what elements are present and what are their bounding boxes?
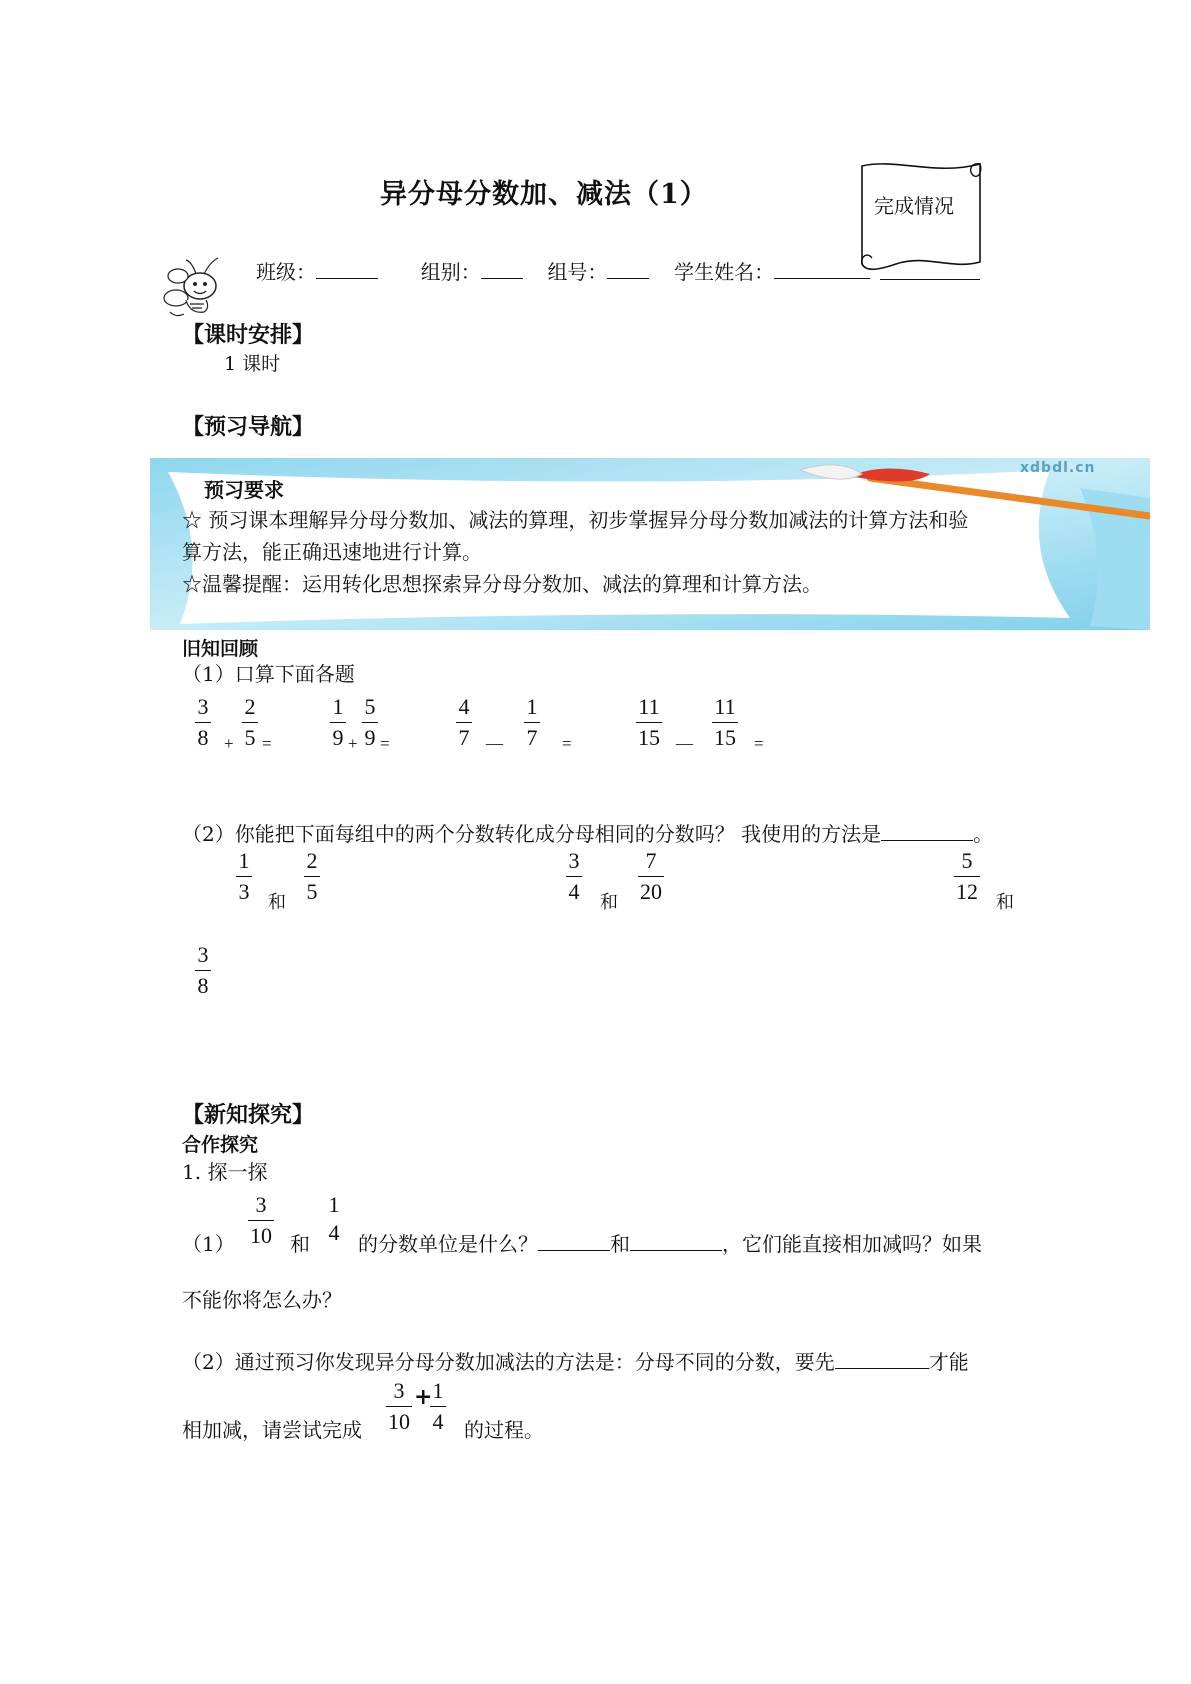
plus-sign: + xyxy=(348,734,358,753)
explore-item-1: 1. 探一探 xyxy=(182,1160,268,1184)
fraction: 11 15 xyxy=(638,694,660,750)
and-word: 和 xyxy=(600,892,618,913)
group-blank[interactable] xyxy=(481,260,523,279)
bee-mascot-icon xyxy=(160,252,240,324)
completion-status-label: 完成情况 xyxy=(874,194,954,218)
fraction: 1 3 xyxy=(236,848,252,905)
fraction: 7 20 xyxy=(640,848,662,904)
part-2-line-2-prefix: 相加减，请尝试完成 xyxy=(182,1418,362,1442)
fraction: 1 4 xyxy=(328,1192,340,1245)
fraction: 1 7 xyxy=(524,694,540,751)
unit-blank-2[interactable] xyxy=(630,1230,722,1251)
student-name-blank[interactable] xyxy=(774,260,870,279)
unit-blank-1[interactable] xyxy=(538,1230,610,1251)
part-2-line-1 xyxy=(182,1346,969,1378)
class-blank[interactable] xyxy=(316,260,378,279)
fraction: 3 8 xyxy=(195,694,211,751)
question-2-text: （2）你能把下面每组中的两个分数转化成分母相同的分数吗？ 我使用的方法是 xyxy=(182,822,882,846)
page-title: 异分母分数加、减法（1） xyxy=(380,179,708,210)
part-1-prefix: （1） xyxy=(182,1232,235,1256)
method-step-blank[interactable] xyxy=(835,1348,929,1369)
review-heading: 旧知回顾 xyxy=(182,638,259,660)
completion-status-blank[interactable] xyxy=(880,279,980,280)
scroll-frame-icon xyxy=(856,160,987,281)
equals-sign: = xyxy=(562,734,572,753)
part-2-line-2-suffix: 的过程。 xyxy=(464,1418,544,1442)
fraction: 2 5 xyxy=(242,694,258,751)
fraction: 5 12 xyxy=(956,848,978,904)
fraction: 3 10 xyxy=(388,1378,410,1434)
watermark: xdbdl.cn xyxy=(1020,460,1096,476)
schedule-content: 1 课时 xyxy=(224,353,281,375)
banner-title: 预习要求 xyxy=(204,478,284,502)
student-info-row xyxy=(256,256,870,285)
and-word: 和 xyxy=(268,892,286,913)
fraction: 3 4 xyxy=(566,848,582,905)
fraction: 3 8 xyxy=(195,942,211,999)
preview-heading: 【预习导航】 xyxy=(182,414,315,440)
fraction: 2 5 xyxy=(304,848,320,905)
plus-sign: + xyxy=(414,1384,433,1410)
part-2-text: （2）通过预习你发现异分母分数加减法的方法是：分母不同的分数，要先 xyxy=(182,1350,835,1374)
fraction: 4 7 xyxy=(456,694,472,751)
question-2-end: 。 xyxy=(973,822,994,846)
completion-status-box xyxy=(856,160,987,281)
part-2-line-1-end: 才能 xyxy=(928,1350,969,1374)
group-label: 组别： xyxy=(420,260,481,284)
part-1-question xyxy=(358,1228,982,1260)
plus-sign: + xyxy=(224,734,234,753)
schedule-heading: 【课时安排】 xyxy=(182,322,315,348)
fraction: 1 9 xyxy=(330,694,346,751)
fraction: 5 9 xyxy=(362,694,378,751)
review-question-1: （1）口算下面各题 xyxy=(182,662,355,686)
review-question-2 xyxy=(182,818,993,850)
fraction: 1 4 xyxy=(430,1378,446,1435)
group-number-label: 组号： xyxy=(547,260,608,284)
minus-blank[interactable]: __ xyxy=(676,728,693,747)
minus-blank[interactable]: __ xyxy=(486,728,503,747)
equals-sign: = xyxy=(262,734,272,753)
part-1-line-2: 不能你将怎么办？ xyxy=(182,1288,342,1312)
explore-subheading: 合作探究 xyxy=(182,1134,259,1156)
part-1-question-text: 的分数单位是什么？ xyxy=(358,1232,538,1256)
requirement-line-2: 算方法，能正确迅速地进行计算。 xyxy=(182,540,482,564)
requirement-line-1: ☆ 预习课本理解异分母分数加、减法的算理，初步掌握异分母分数加减法的计算方法和验 xyxy=(182,508,969,532)
reminder-tip: ☆温馨提醒：运用转化思想探索异分母分数加、减法的算理和计算方法。 xyxy=(182,572,822,596)
fraction: 11 15 xyxy=(714,694,736,750)
method-blank[interactable] xyxy=(881,820,973,841)
group-number-blank[interactable] xyxy=(607,260,649,279)
student-name-label: 学生姓名： xyxy=(674,260,775,284)
and-word: 和 xyxy=(290,1232,310,1256)
equals-sign: = xyxy=(380,734,390,753)
class-label: 班级： xyxy=(256,260,316,284)
fraction: 3 10 xyxy=(250,1192,272,1248)
preview-banner xyxy=(150,458,1150,630)
equals-sign: = xyxy=(754,734,764,753)
explore-heading: 【新知探究】 xyxy=(182,1102,315,1128)
part-1-question-after: ，它们能直接相加减吗？如果 xyxy=(722,1232,982,1256)
and-word: 和 xyxy=(996,892,1014,913)
and-word: 和 xyxy=(610,1232,630,1256)
